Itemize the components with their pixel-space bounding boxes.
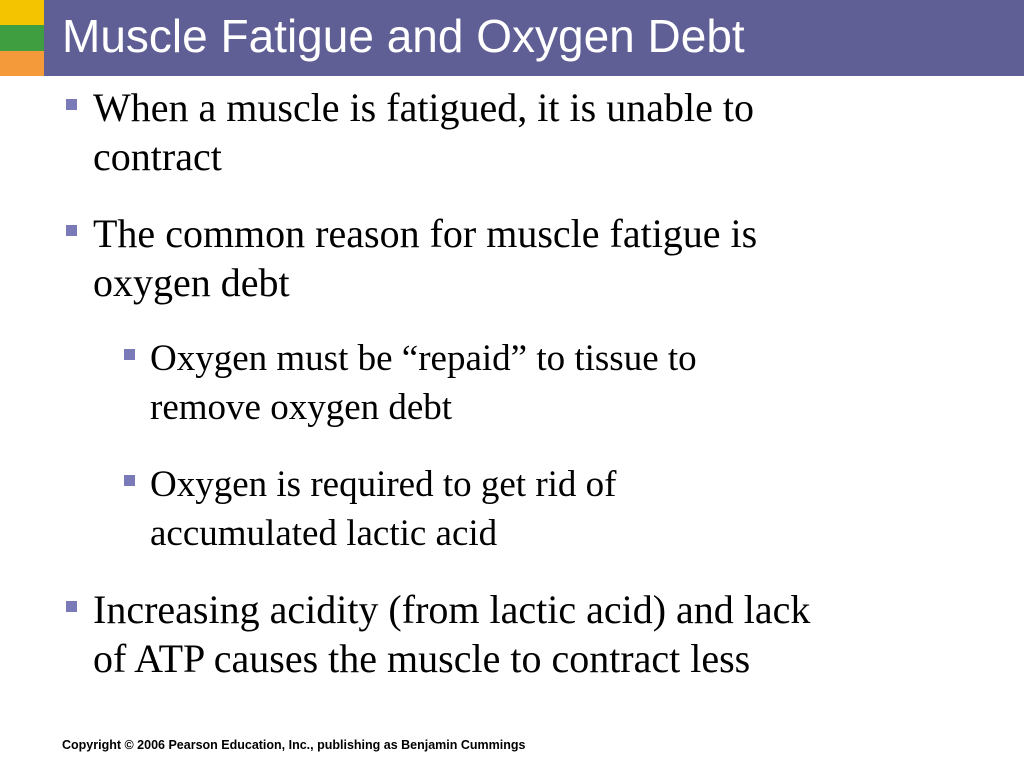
bullet-line: oxygen debt [93, 260, 290, 305]
copyright-footer: Copyright © 2006 Pearson Education, Inc., publishing as Benjamin Cummings [62, 738, 526, 752]
square-bullet-icon [66, 601, 77, 612]
bullet-line: When a muscle is fatigued, it is unable to [93, 85, 754, 130]
bullet-line: contract [93, 134, 222, 179]
square-bullet-icon [124, 475, 135, 486]
bullet-line: of ATP causes the muscle to contract less [93, 636, 751, 681]
bullet-line: remove oxygen debt [150, 387, 453, 428]
square-bullet-icon [66, 99, 77, 110]
bullet-line: Oxygen is required to get rid of [150, 464, 617, 505]
bullet-line: Increasing acidity (from lactic acid) and lack [93, 587, 811, 632]
bullet-line: accumulated lactic acid [150, 513, 498, 554]
bullet-line: The common reason for muscle fatigue is [93, 211, 758, 256]
square-bullet-icon [66, 225, 77, 236]
bullet-line: Oxygen must be “repaid” to tissue to [150, 338, 697, 379]
square-bullet-icon [124, 349, 135, 360]
slide-title: Muscle Fatigue and Oxygen Debt [62, 10, 745, 62]
